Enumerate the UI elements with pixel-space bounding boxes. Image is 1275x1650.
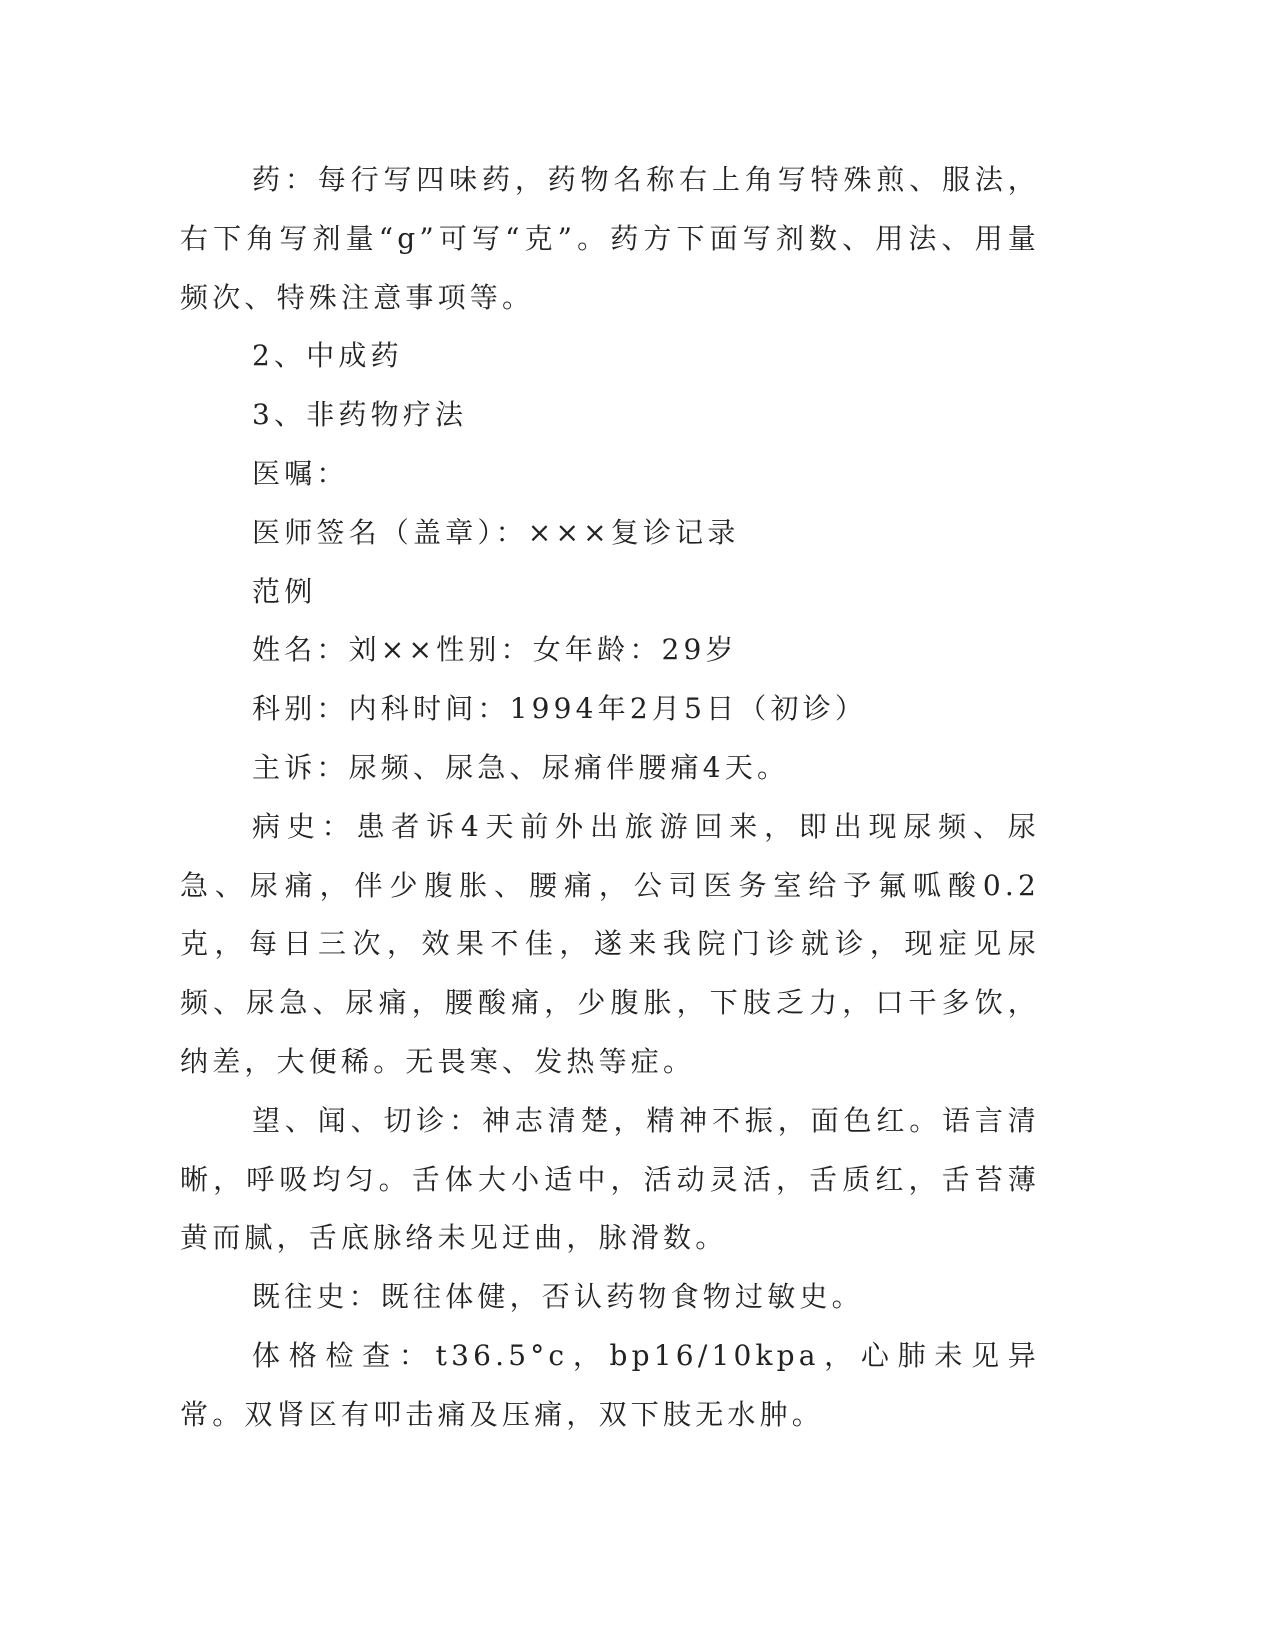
paragraph-non-drug-therapy: 3、非药物疗法: [252, 398, 468, 432]
paragraph-past-history: 既往史：既往体健，否认药物食物过敏史。: [252, 1280, 864, 1314]
paragraph-prescription-format: 药：每行写四味药，药物名称右上角写特殊煎、服法，右下角写剂量“g”可写“克”。药方下面写剂数、用法、用量频次、特殊注意事项等。: [180, 163, 1040, 314]
paragraph-chief-complaint: 主诉：尿频、尿急、尿痛伴腰痛4天。: [252, 750, 790, 784]
paragraph-doctor-signature: 医师签名（盖章）：×××复诊记录: [252, 515, 740, 549]
paragraph-inspection: 望、闻、切诊：神志清楚，精神不振，面色红。语言清晰，呼吸均匀。舌体大小适中，活动灵活，舌质红，舌苔薄黄而腻，舌底脉络未见迂曲，脉滑数。: [180, 1103, 1040, 1255]
paragraph-patient-info: 姓名：刘××性别：女年龄：29岁: [252, 633, 738, 667]
paragraph-medical-history: 病史：患者诉4天前外出旅游回来，即出现尿频、尿急、尿痛，伴少腹胀、腰痛，公司医务室给予氟呱酸0.2克，每日三次，效果不佳，遂来我院门诊就诊，现症见尿频、尿急、尿痛，腰酸痛，少腹胀，下肢乏力，口干多饮，纳差，大便稀。无畏寒、发热等症。: [180, 809, 1040, 1078]
paragraph-physical-exam: 体格检查：t36.5°c，bp16/10kpa，心肺未见异常。双肾区有叩击痛及压痛，双下肢无水肿。: [180, 1338, 1040, 1431]
paragraph-doctor-advice: 医嘱：: [252, 456, 349, 490]
paragraph-patent-medicine: 2、中成药: [252, 339, 403, 373]
document-body: [180, 151, 1040, 1445]
paragraph-example-heading: 范例: [252, 574, 317, 608]
paragraph-department-date: 科别：内科时间：1994年2月5日（初诊）: [252, 692, 868, 726]
